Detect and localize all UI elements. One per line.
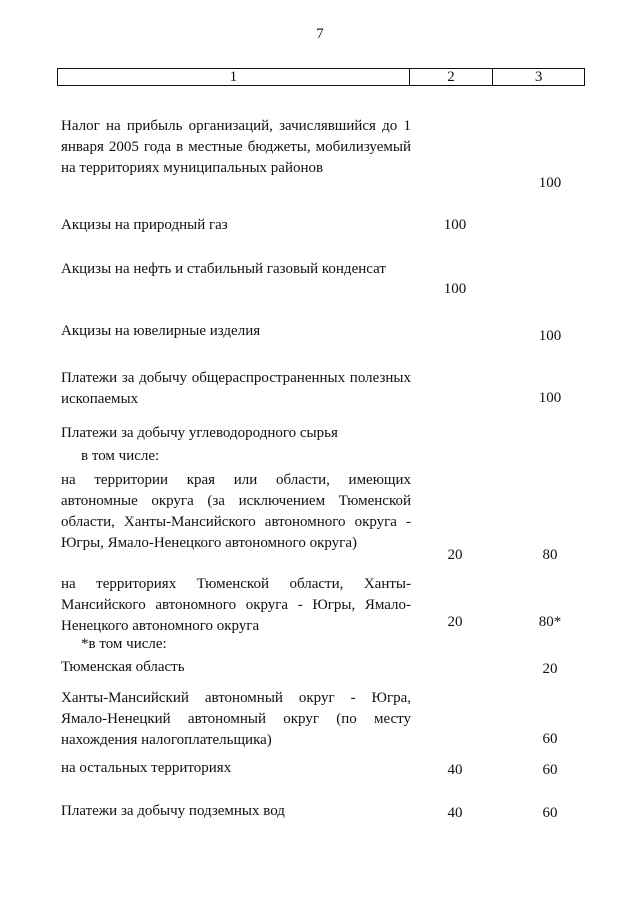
header-col-3: 3 [493, 69, 585, 86]
row-description: Акцизы на природный газ [61, 217, 228, 233]
row-description: Акцизы на нефть и стабильный газовый конденсат [61, 261, 386, 277]
row-description: Ханты-Мансийский автономный округ - Югра, Ямало-Ненецкий автономный округ (по месту нахождения налогоплательщика) [61, 690, 411, 748]
row-description: Платежи за добычу подземных вод [61, 803, 285, 819]
row-description: Налог на прибыль организаций, зачислявшийся до 1 января 2005 года в местные бюджеты, мобилизуемый на территориях муниципальных районов [61, 118, 411, 176]
row-description: на остальных территориях [61, 760, 232, 776]
row-description: Тюменская область [61, 659, 185, 675]
row-description: Платежи за добычу общераспространенных полезных ископаемых [61, 370, 411, 407]
row-description: Платежи за добычу углеводородного сырья [61, 425, 338, 441]
header-col-1: 1 [58, 69, 410, 86]
row-description: на территориях Тюменской области, Ханты-Мансийского автономного округа - Югры, Ямало-Ненецкого автономного округа [61, 576, 411, 634]
row-value-col2: 40 [447, 805, 463, 821]
row-value-col2: 40 [447, 762, 463, 778]
row-value-col2: 20 [447, 547, 463, 563]
row-value-col3: 80* [538, 614, 562, 630]
row-description: в том числе: [81, 448, 160, 464]
row-value-col2: 100 [443, 217, 467, 233]
row-value-col3: 60 [542, 805, 558, 821]
header-col-2: 2 [409, 69, 493, 86]
row-value-col2: 20 [447, 614, 463, 630]
row-value-col3: 20 [542, 661, 558, 677]
row-value-col3: 60 [542, 731, 558, 747]
page-number: 7 [316, 26, 324, 42]
table-header [57, 68, 585, 86]
row-value-col2: 100 [443, 281, 467, 297]
row-value-col3: 100 [538, 328, 562, 344]
row-value-col3: 100 [538, 175, 562, 191]
row-description: *в том числе: [81, 636, 167, 652]
row-value-col3: 80 [542, 547, 558, 563]
row-value-col3: 100 [538, 390, 562, 406]
row-value-col3: 60 [542, 762, 558, 778]
row-description: Акцизы на ювелирные изделия [61, 323, 261, 339]
row-description: на территории края или области, имеющих автономные округа (за исключением Тюменской области, Ханты-Мансийского автономного округа - Югры, Ямало-Ненецкого автономного округа) [61, 472, 411, 551]
